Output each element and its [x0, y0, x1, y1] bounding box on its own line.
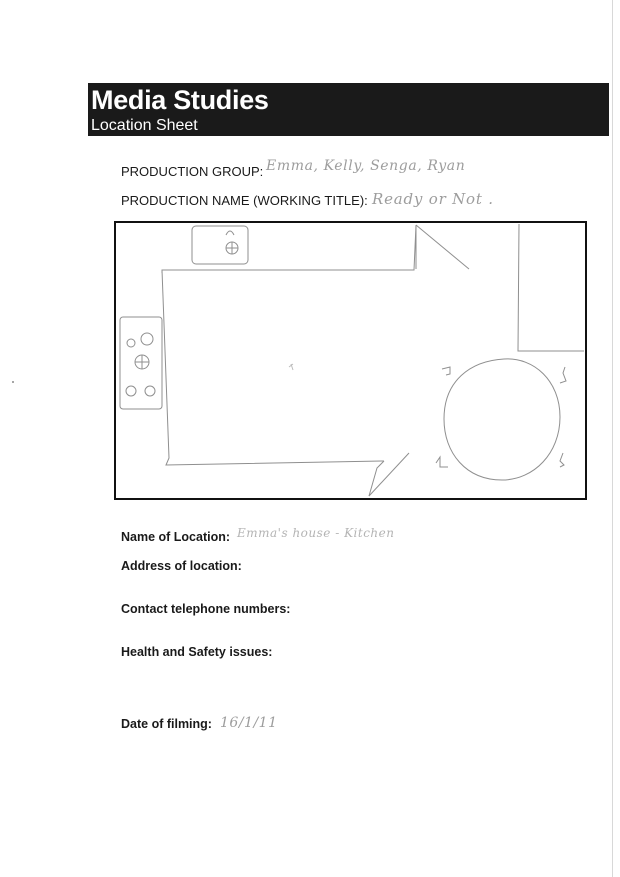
production-name-label: PRODUCTION NAME (WORKING TITLE): — [121, 193, 368, 208]
production-name-value: Ready or Not . — [372, 190, 494, 208]
plan-counter-left — [162, 270, 384, 465]
date-of-filming-label: Date of filming: — [121, 717, 212, 731]
plan-frame — [115, 222, 586, 499]
plan-chair-1 — [442, 367, 450, 375]
location-name-value: Emma's house - Kitchen — [237, 526, 395, 540]
plan-chair-4 — [560, 453, 564, 467]
plan-table — [444, 359, 560, 480]
production-group-value: Emma, Kelly, Senga, Ryan — [266, 158, 466, 174]
health-safety-label: Health and Safety issues: — [121, 645, 273, 659]
address-label: Address of location: — [121, 559, 242, 573]
plan-door-top — [416, 225, 469, 269]
plan-chair-2 — [560, 367, 566, 383]
plan-counter-top — [162, 225, 416, 273]
plan-chair-3 — [436, 457, 448, 467]
header-bar — [88, 83, 609, 136]
plan-sink — [192, 226, 248, 264]
location-name-label: Name of Location: — [121, 530, 231, 544]
document-subtitle: Location Sheet — [91, 117, 198, 134]
plan-hob — [120, 317, 162, 409]
kitchen-floor-plan — [114, 221, 587, 500]
date-of-filming-value: 16/1/11 — [220, 715, 278, 731]
document-title: Media Studies — [91, 85, 269, 115]
production-group-label: PRODUCTION GROUP: — [121, 164, 264, 179]
plan-sink-tap — [226, 231, 234, 235]
contact-phone-label: Contact telephone numbers: — [121, 602, 291, 616]
plan-right-partition — [518, 224, 584, 351]
plan-door-bottom-edge — [369, 461, 384, 496]
scan-speck — [12, 381, 14, 383]
